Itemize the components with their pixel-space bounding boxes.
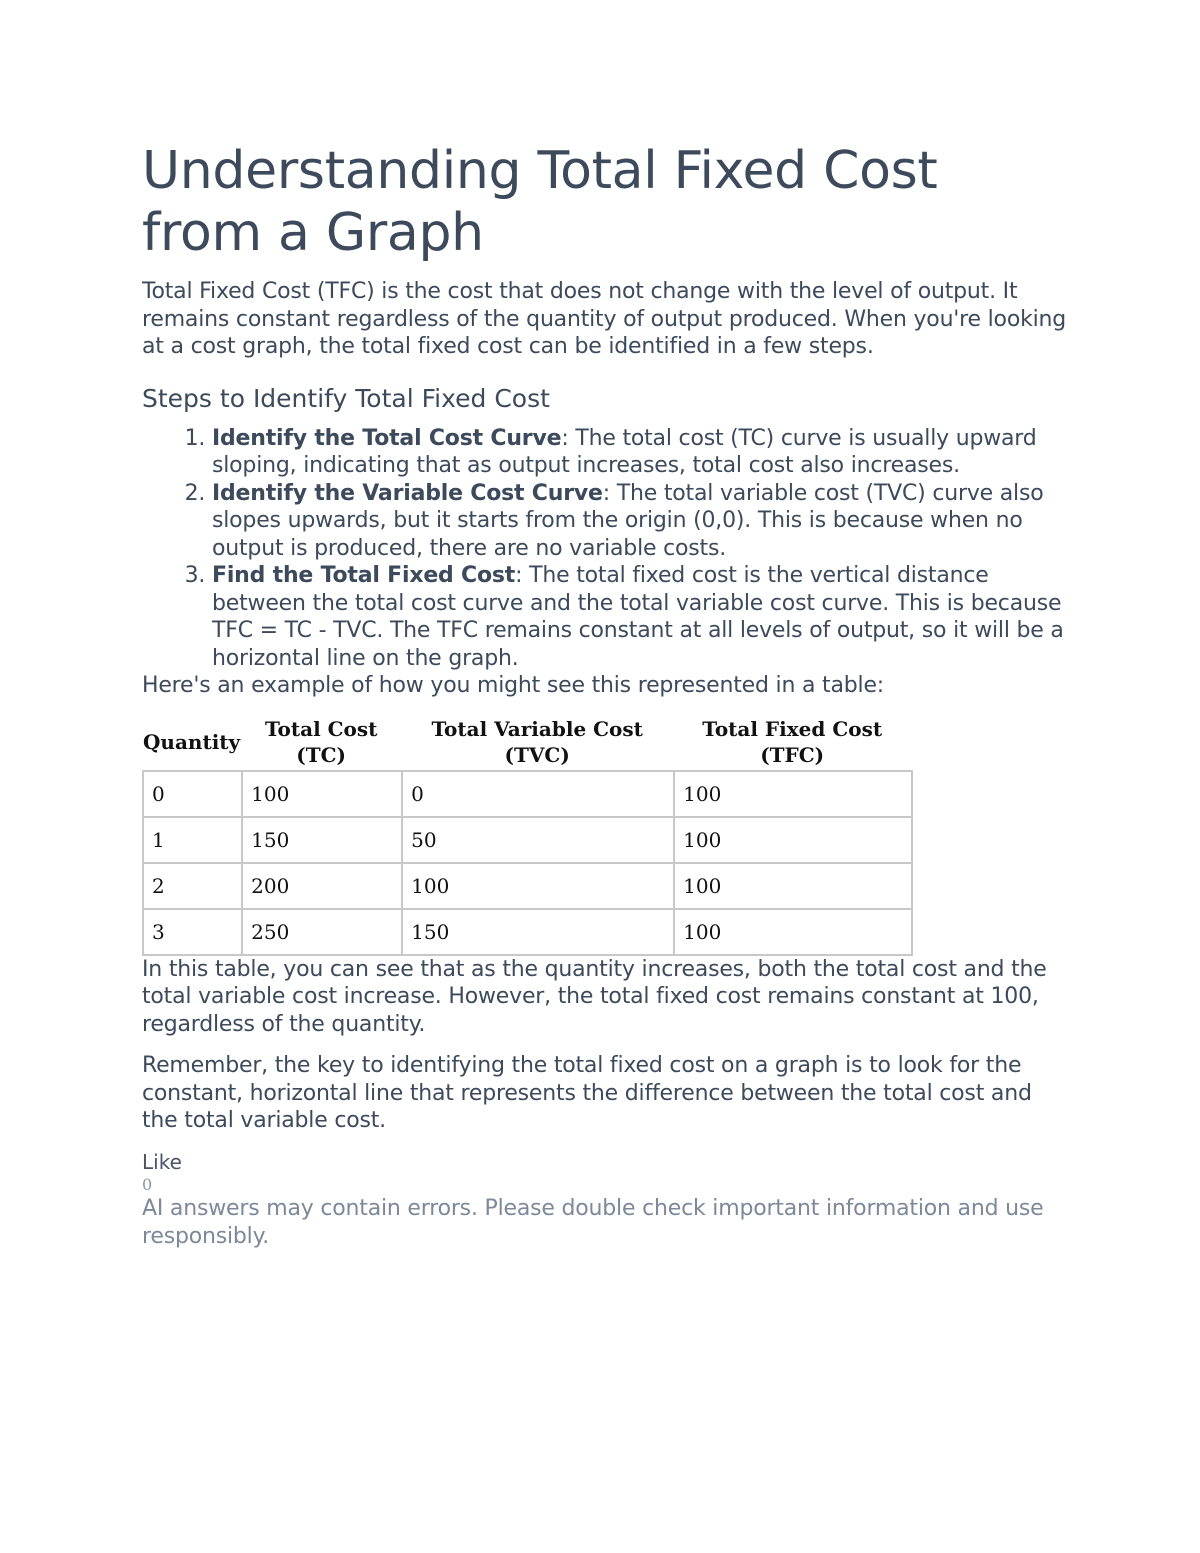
example-intro: Here's an example of how you might see this represented in a table: — [142, 673, 884, 698]
cell-quantity: 1 — [143, 817, 242, 863]
header-total-variable-cost: Total Variable Cost (TVC) — [431, 716, 643, 767]
cell-total-variable-cost: 100 — [402, 863, 674, 909]
step-text: : The total fixed cost is the vertical distance between the total cost curve and the total variable cost curve. This is because TFC = TC - TVC. The TFC remains constant at all levels of output, so it will be a horizontal line on the graph. — [212, 563, 1064, 671]
header-total-fixed-cost: Total Fixed Cost (TFC) — [702, 716, 883, 767]
cell-total-fixed-cost: 100 — [674, 817, 912, 863]
cell-quantity: 2 — [143, 863, 242, 909]
cell-total-variable-cost: 50 — [402, 817, 674, 863]
like-count: 0 — [142, 1174, 153, 1194]
table-row — [143, 817, 912, 863]
step-label: Identify the Variable Cost Curve — [212, 480, 603, 506]
table-row — [143, 863, 912, 909]
cell-quantity: 3 — [143, 909, 242, 955]
cell-total-fixed-cost: 100 — [674, 909, 912, 955]
cell-total-cost: 100 — [242, 771, 402, 817]
after-table-paragraph: In this table, you can see that as the quantity increases, both the total cost and the total variable cost increase. However, the total fixed cost remains constant at 100, regardless of the quantity. — [142, 956, 1047, 1037]
like-button[interactable]: Like — [142, 1149, 182, 1174]
answer-content — [142, 140, 1072, 1251]
table-row — [143, 909, 912, 955]
step-label: Find the Total Fixed Cost — [212, 563, 516, 588]
cell-total-fixed-cost: 100 — [674, 771, 912, 817]
step-label: Identify the Total Cost Curve — [212, 425, 562, 451]
cell-quantity: 0 — [143, 771, 242, 817]
step-text: : The total cost (TC) curve is usually upward sloping, indicating that as output increases, total cost also increases. — [212, 425, 1037, 478]
cell-total-cost: 250 — [242, 909, 402, 955]
step-item — [212, 480, 1072, 563]
steps-heading: Steps to Identify Total Fixed Cost — [142, 383, 550, 413]
ai-disclaimer: AI answers may contain errors. Please double check important information and use responsibly. — [142, 1195, 1044, 1249]
header-quantity: Quantity — [143, 729, 241, 754]
table-header-row — [143, 714, 912, 771]
page-title: Understanding Total Fixed Cost from a Graph — [142, 141, 938, 263]
steps-list — [142, 425, 1072, 673]
remember-paragraph: Remember, the key to identifying the total fixed cost on a graph is to look for the constant, horizontal line that represents the difference between the total cost and the total variable cost. — [142, 1053, 1032, 1133]
cell-total-variable-cost: 150 — [402, 909, 674, 955]
cell-total-cost: 200 — [242, 863, 402, 909]
table-row — [143, 771, 912, 817]
step-item — [212, 425, 1072, 480]
step-item — [212, 562, 1072, 672]
cost-table — [142, 714, 913, 956]
header-total-cost: Total Cost (TC) — [264, 716, 378, 767]
cell-total-variable-cost: 0 — [402, 771, 674, 817]
cell-total-cost: 150 — [242, 817, 402, 863]
step-text: : The total variable cost (TVC) curve also slopes upwards, but it starts from the origin (0,0). This is because when no output is produced, there are no variable costs. — [212, 480, 1044, 561]
cell-total-fixed-cost: 100 — [674, 863, 912, 909]
intro-paragraph: Total Fixed Cost (TFC) is the cost that does not change with the level of output. It remains constant regardless of the quantity of output produced. When you're looking at a cost graph, the total fixed cost can be identified in a few steps. — [142, 279, 1067, 359]
